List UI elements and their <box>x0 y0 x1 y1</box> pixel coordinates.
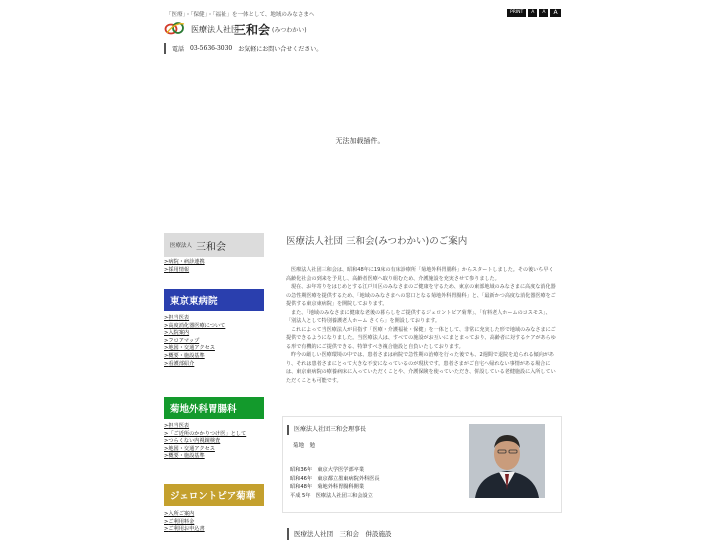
career-item: 平成 5年 医療法人社団三和会設立 <box>290 492 373 499</box>
sidebar-link[interactable]: >概要・施設基準 <box>164 453 205 460</box>
sidebar-home-name: 三和会 <box>196 241 227 253</box>
contact-message: お気軽にお問い合せください。 <box>238 46 323 53</box>
font-medium-button[interactable]: A <box>539 9 548 17</box>
plugin-error-message: 无法加载插件。 <box>335 137 385 145</box>
sidebar-link[interactable]: >概要・施設基準 <box>164 352 205 359</box>
sidebar-link[interactable]: >看護部紹介 <box>164 360 195 367</box>
sidebar-link[interactable]: >フロアマップ <box>164 337 200 344</box>
font-small-button[interactable]: A <box>528 9 537 17</box>
sidebar-link[interactable]: >つらくない内視鏡検査 <box>164 438 221 445</box>
sidebar-link[interactable]: >高度消化器医療について <box>164 322 226 329</box>
tagline: 「医療」・「保健」・「福祉」を一体として、地域のみなさまへ <box>166 12 315 18</box>
sidebar-home-prefix: 医療法人 <box>170 243 193 249</box>
sidebar-link[interactable]: >担当医表 <box>164 315 190 321</box>
org-kana: (みつわかい) <box>272 27 307 34</box>
contact-label: 電話 <box>172 46 185 53</box>
sidebar-link[interactable]: >入所ご案内 <box>164 511 195 517</box>
sidebar-clinic-links <box>164 423 246 461</box>
intro-paragraph: これによって当医療法人が目指す「医療・介護福祉・保健」を一体として、非常に充実した形で地域のみなさまにご提供できるようになりました。当医療法人は、すべての施設がお互いにまとまっており、高齢者に対するケアがあらゆる形で有機的にご提供できる、特筆すべき複合施設と自負いたしております。 <box>286 326 556 350</box>
toolbar <box>507 9 561 17</box>
sidebar-link[interactable]: >ご利用お申込書 <box>164 526 205 533</box>
page-title: 医療法人社団 三和会(みつわかい)のご案内 <box>286 236 468 247</box>
print-button[interactable]: PRINT <box>507 9 526 17</box>
career-item: 昭和48年 菊地外科胃腸科開業 <box>290 484 365 491</box>
font-large-button[interactable]: A <box>550 9 560 17</box>
intro-paragraph: 現在、お年寄りをはじめとする江戸川区のみなさまのご健康を守るため、東京の東部地域のみなさまに高度な消化器の急性期医療を提供するため、「地域のみなさまへの窓口となる菊地外科胃腸科」と、「最新かつ高度な消化器医療をご提供する東京東病院」を開院しております。 <box>286 284 556 307</box>
career-item: 昭和36年 東京大学医学部卒業 <box>290 467 365 473</box>
sidebar-home-links <box>164 259 205 274</box>
sidebar-link[interactable]: >採用情報 <box>164 266 190 273</box>
affiliated-facilities-heading: 医療法人社団 三和会 併設施設 <box>287 528 392 540</box>
intro-paragraph: 医療法人社団三和会は、昭和48年に19床の有床診療所「菊地外科胃腸科」からスタートしました。その後いち早く高齢化社会の到来を予見し、高齢者医療へ取り組むため、介護施設を充実させて参りました。 <box>286 267 554 282</box>
chairman-name: 菊地 勉 <box>293 443 316 449</box>
sidebar-section-tokyo-higashi-hospital[interactable]: 東京東病院 <box>164 289 264 311</box>
intro-paragraph: 昨今の厳しい医療環境の中では、患者さまは病院で急性期の治療を行った後でも、2週間で退院を迫られる傾向があり、それは患者さまにとって大きな不安になっているのが現状です。患者さまがご自宅へ帰れない事情がある場合には、東京東病院の療養病床に入っていただくことや、介護保険を使っていただき、併設している老健施設に入所していただくことも可能です。 <box>286 352 556 384</box>
sidebar-section-kikuchi-clinic[interactable]: 菊地外科胃腸科 <box>164 397 264 419</box>
portrait-icon <box>469 424 545 498</box>
chairman-photo <box>469 424 545 498</box>
chairman-career <box>290 466 380 500</box>
sidebar-link[interactable]: >ご利用料金 <box>164 518 195 525</box>
sidebar-hospital-links <box>164 315 225 368</box>
sidebar-gerontopia-links <box>164 511 205 534</box>
sidebar-link[interactable]: >地図・交通アクセス <box>164 345 215 352</box>
intro-paragraph: また、「地域のみなさまに健康な老後の暮らしをご提供するジェロントピア菊華」、「有料老人ホームのコスモス」、「別法人として特別養護老人ホーム さくら」を開設しております。 <box>286 309 551 324</box>
contact-bar <box>164 43 322 54</box>
contact-number[interactable]: 03-5636-3030 <box>190 45 233 52</box>
sidebar-link[interactable]: >担当医表 <box>164 423 190 429</box>
sidebar-link[interactable]: >「ご近所のかかりつけ医」として <box>164 430 247 437</box>
logo-mark-icon[interactable] <box>164 21 186 35</box>
sidebar-section-gerontopia[interactable]: ジェロントピア菊華 <box>164 484 264 506</box>
intro-text <box>286 266 558 385</box>
sidebar-link[interactable]: >病院・病診連携 <box>164 259 205 265</box>
sidebar-home-header[interactable] <box>164 233 264 257</box>
sidebar-link[interactable]: >入院案内 <box>164 330 190 337</box>
chairman-heading: 医療法人社団三和会理事長 <box>287 425 366 435</box>
org-name[interactable]: 三和会 <box>234 23 271 37</box>
career-item: 昭和46年 東京都立墨東病院外科医長 <box>290 475 380 482</box>
org-prefix: 医療法人社団 <box>191 25 239 34</box>
sidebar-link[interactable]: >地図・交通アクセス <box>164 445 215 452</box>
